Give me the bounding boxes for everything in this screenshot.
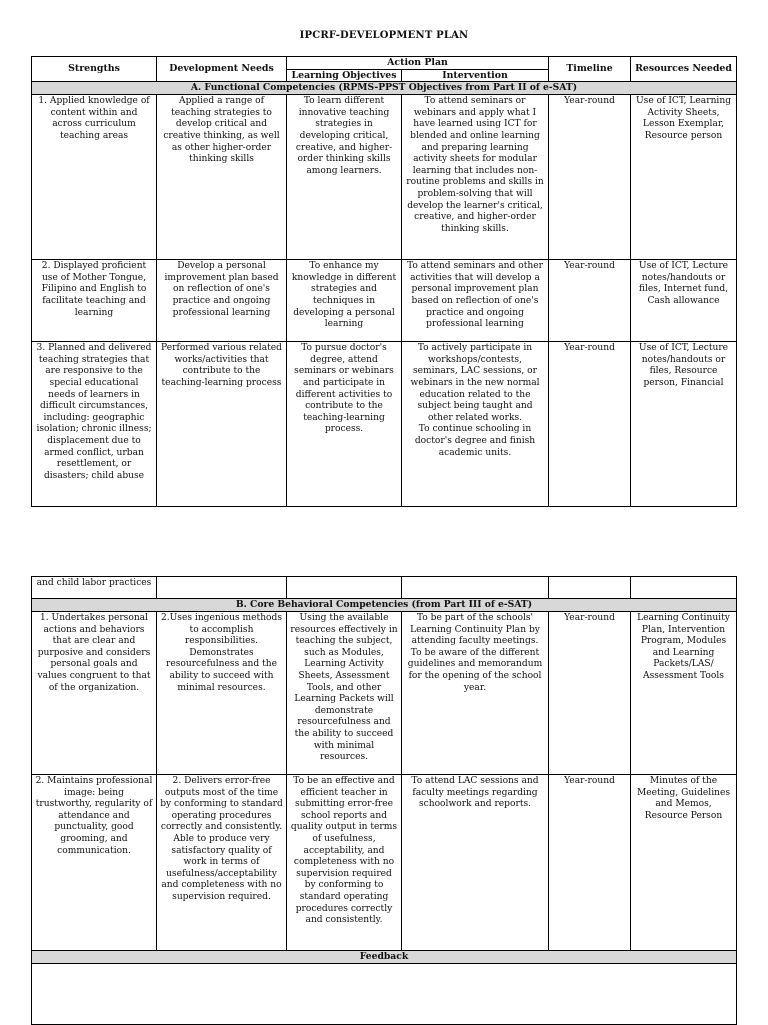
- need-cell: [157, 577, 287, 599]
- development-plan-table-continued: [31, 576, 737, 1025]
- objective-cell: Using the available resources effectively in teaching the subject, such as Modules, Learning Activity Sheets, Assessment Tools, and other Learning Packets will demonstrate resourcefulness and the ability to succeed with minimal resources.: [287, 612, 402, 775]
- intervention-cell: To actively participate in workshops/contests, seminars, LAC sessions, or webinars in the new normal education related to the subject being taught and other related works. To continue schooling in doctor's degree and finish academic units.: [402, 342, 549, 507]
- objective-cell: [287, 577, 402, 599]
- need-cell: Performed various related works/activities that contribute to the teaching-learning process: [157, 342, 287, 507]
- development-plan-table: [31, 56, 737, 507]
- need-cell: Applied a range of teaching strategies to develop critical and creative thinking, as well as other higher-order thinking skills: [157, 95, 287, 260]
- timeline-cell: Year-round: [549, 342, 631, 507]
- resources-cell: Use of ICT, Learning Activity Sheets, Lesson Exemplar, Resource person: [631, 95, 737, 260]
- header-strengths: Strengths: [32, 57, 157, 82]
- resources-cell: Learning Continuity Plan, Intervention Program, Modules and Learning Packets/LAS/ Assessment Tools: [631, 612, 737, 775]
- objective-cell: To be an effective and efficient teacher in submitting error-free school reports and quality output in terms of usefulness, acceptability, and completeness with no supervision required by conforming to standard operating procedures correctly and consistently.: [287, 775, 402, 951]
- need-cell: Develop a personal improvement plan based on reflection of one's practice and ongoing professional learning: [157, 260, 287, 342]
- table-row: [32, 342, 737, 507]
- timeline-cell: Year-round: [549, 612, 631, 775]
- table-row: [32, 612, 737, 775]
- timeline-cell: Year-round: [549, 260, 631, 342]
- header-timeline: Timeline: [549, 57, 631, 82]
- strength-cell: 1. Applied knowledge of content within and across curriculum teaching areas: [32, 95, 157, 260]
- table-row: [32, 95, 737, 260]
- header-learning-objectives: Learning Objectives: [287, 69, 402, 82]
- header-development-needs: Development Needs: [157, 57, 287, 82]
- strength-cell: 2. Maintains professional image: being trustworthy, regularity of attendance and punctuality, good grooming, and communication.: [32, 775, 157, 951]
- intervention-cell: To attend seminars or webinars and apply what I have learned using ICT for blended and online learning and preparing learning activity sheets for modular learning that includes non-routine problems and skills in problem-solving that will develop the learner's critical, creative, and higher-order thinking skills.: [402, 95, 549, 260]
- section-b-heading: B. Core Behavioral Competencies (from Part III of e-SAT): [32, 599, 737, 612]
- intervention-cell: [402, 577, 549, 599]
- section-a-heading: A. Functional Competencies (RPMS-PPST Objectives from Part II of e-SAT): [32, 82, 737, 95]
- table-row: [32, 577, 737, 599]
- strength-cell: 1. Undertakes personal actions and behaviors that are clear and purposive and considers personal goals and values congruent to that of the organization.: [32, 612, 157, 775]
- timeline-cell: Year-round: [549, 775, 631, 951]
- page-title: IPCRF-DEVELOPMENT PLAN: [299, 30, 469, 41]
- intervention-cell: To be part of the schools' Learning Continuity Plan by attending faculty meetings. To be aware of the different guidelines and memorandum for the opening of the school year.: [402, 612, 549, 775]
- resources-cell: Use of ICT, Lecture notes/handouts or files, Resource person, Financial: [631, 342, 737, 507]
- objective-cell: To enhance my knowledge in different strategies and techniques in developing a personal learning: [287, 260, 402, 342]
- strength-continuation-cell: and child labor practices: [32, 577, 157, 599]
- objective-cell: To pursue doctor's degree, attend seminars or webinars and participate in different activities to contribute to the teaching-learning process.: [287, 342, 402, 507]
- strength-cell: 3. Planned and delivered teaching strategies that are responsive to the special educational needs of learners in difficult circumstances, including: geographic isolation; chronic illness; displacement due to armed conflict, urban resettlement, or disasters; child abuse: [32, 342, 157, 507]
- need-cell: 2. Delivers error-free outputs most of the time by conforming to standard operating procedures correctly and consistently. Able to produce very satisfactory quality of work in terms of usefulness/acceptability and completeness with no supervision required.: [157, 775, 287, 951]
- header-action-plan: Action Plan: [287, 57, 549, 70]
- objective-cell: To learn different innovative teaching strategies in developing critical, creative, and higher-order thinking skills among learners.: [287, 95, 402, 260]
- timeline-cell: Year-round: [549, 95, 631, 260]
- need-cell: 2.Uses ingenious methods to accomplish responsibilities. Demonstrates resourcefulness and the ability to succeed with minimal resources.: [157, 612, 287, 775]
- feedback-area[interactable]: [32, 964, 737, 1025]
- header-intervention: Intervention: [402, 69, 549, 82]
- resources-cell: Minutes of the Meeting, Guidelines and Memos, Resource Person: [631, 775, 737, 951]
- intervention-cell: To attend LAC sessions and faculty meetings regarding schoolwork and reports.: [402, 775, 549, 951]
- intervention-cell: To attend seminars and other activities that will develop a personal improvement plan based on reflection of one's practice and ongoing professional learning: [402, 260, 549, 342]
- header-resources-needed: Resources Needed: [631, 57, 737, 82]
- table-row: [32, 260, 737, 342]
- timeline-cell: [549, 577, 631, 599]
- resources-cell: Use of ICT, Lecture notes/handouts or files, Internet fund, Cash allowance: [631, 260, 737, 342]
- strength-cell: 2. Displayed proficient use of Mother Tongue, Filipino and English to facilitate teaching and learning: [32, 260, 157, 342]
- table-row: [32, 775, 737, 951]
- resources-cell: [631, 577, 737, 599]
- feedback-heading: Feedback: [32, 951, 737, 964]
